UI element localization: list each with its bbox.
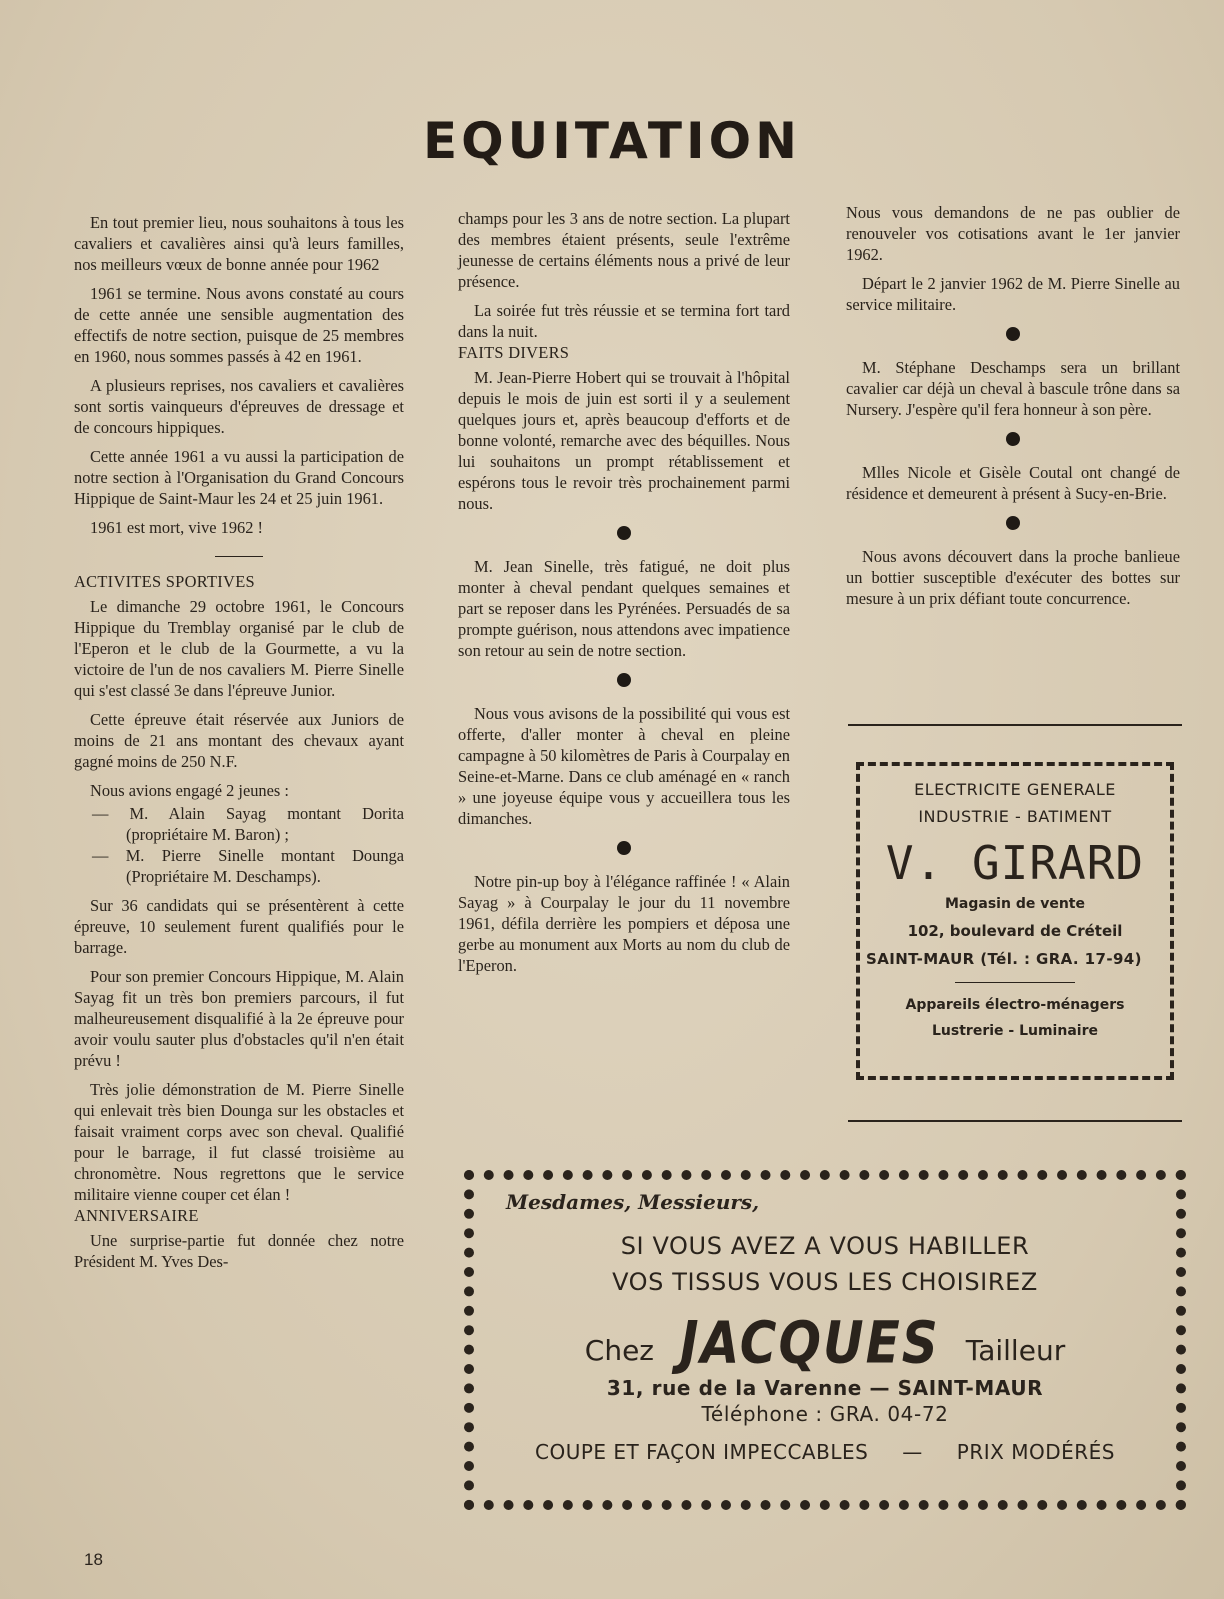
ad-company-name: V. GIRARD (885, 836, 1145, 890)
ad-brand-row (474, 1309, 1176, 1377)
article-column-2 (458, 208, 790, 984)
paragraph: Notre pin-up boy à l'élégance raffinée ! « Alain Sayag » à Courpalay le jour du 11 novembre 1961, défila derrière les pompiers et déposa une gerbe au monument aux Morts au nom du club de l'Eperon. (458, 872, 790, 975)
paragraph: Mlles Nicole et Gisèle Coutal ont changé de résidence et demeurent à présent à Sucy-en-Brie. (846, 463, 1180, 503)
article-column-1 (74, 212, 404, 1280)
paragraph: A plusieurs reprises, nos cavaliers et cavalières sont sortis vainqueurs d'épreuves de dressage et de concours hippiques. (74, 376, 404, 437)
paragraph: 1961 est mort, vive 1962 ! (90, 518, 263, 537)
section-divider (215, 556, 263, 557)
ad-brand-name: JACQUES (680, 1309, 940, 1377)
paragraph: Cette année 1961 a vu aussi la participation de notre section à l'Organisation du Grand Concours Hippique de Saint-Maur les 24 et 25 juin 1961. (74, 447, 404, 508)
bullet-separator (617, 526, 631, 540)
paragraph: champs pour les 3 ans de notre section. La plupart des membres étaient présents, seule l'extrême jeunesse de certains éléments nous a privé de leur présence. (458, 209, 790, 291)
paragraph: M. Stéphane Deschamps sera un brillant cavalier car déjà un cheval à bascule trône dans sa Nursery. J'espère qu'il fera honneur à son père. (846, 358, 1180, 419)
paragraph: Nous vous avisons de la possibilité qui vous est offerte, d'aller monter à cheval en pleine campagne à 50 kilomètres de Paris à Courpalay en Seine-et-Marne. Dans ce club aménagé en « ranch » une joyeuse équipe vous y accueillera tous les dimanches. (458, 704, 790, 828)
ad-line: Lustrerie - Luminaire (932, 1023, 1098, 1039)
bullet-separator (1006, 516, 1020, 530)
ad-footer-sep: — (902, 1440, 923, 1464)
ad-line: ELECTRICITE GENERALE (914, 780, 1116, 799)
paragraph: Cette épreuve était réservée aux Juniors de moins de 21 ans montant des chevaux ayant gagné moins de 250 N.F. (74, 710, 404, 771)
section-heading-faits-divers: FAITS DIVERS (458, 343, 570, 362)
paragraph: M. Jean-Pierre Hobert qui se trouvait à l'hôpital depuis le mois de juin est sorti il y a seulement quelques jours et, après beaucoup d'efforts et de bonne volonté, remarche avec des béquilles. Nous lui souhaitons un prompt rétablissement et espérons tous le revoir très prochainement parmi nous. (458, 368, 790, 513)
ad-greeting: Mesdames, Messieurs, (506, 1190, 760, 1214)
bullet-separator (617, 841, 631, 855)
advertisement-girard (856, 762, 1174, 1080)
ad-address: 102, boulevard de Créteil (907, 922, 1123, 940)
ad-phone: Téléphone : GRA. 04-72 (701, 1402, 949, 1426)
ad-line: SI VOUS AVEZ A VOUS HABILLER (620, 1232, 1030, 1260)
divider-rule (848, 724, 1182, 726)
section-heading-activites: ACTIVITES SPORTIVES (74, 572, 255, 591)
divider-rule (848, 1120, 1182, 1122)
bullet-separator (1006, 432, 1020, 446)
ad-footer (474, 1440, 1176, 1464)
ad-footer-left: COUPE ET FAÇON IMPECCABLES (535, 1440, 869, 1464)
ad-line: Appareils électro-ménagers (905, 997, 1125, 1013)
ad-trade: Tailleur (965, 1334, 1066, 1367)
section-heading-anniversaire: ANNIVERSAIRE (74, 1206, 199, 1225)
ad-line: VOS TISSUS VOUS LES CHOISIREZ (612, 1268, 1038, 1296)
ad-line: INDUSTRIE - BATIMENT (918, 807, 1112, 826)
article-column-3 (846, 202, 1180, 617)
paragraph: Nous vous demandons de ne pas oublier de renouveler vos cotisations avant le 1er janvier 1962. (846, 203, 1180, 264)
ad-city-phone: SAINT-MAUR (Tél. : GRA. 17-94) (866, 950, 1142, 968)
paragraph: Nous avons découvert dans la proche banlieue un bottier susceptible d'exécuter des bottes sur mesure à un prix défiant toute concurrence. (846, 547, 1180, 608)
list-item: — M. Pierre Sinelle montant Dounga (Propriétaire M. Deschamps). (92, 846, 404, 886)
page-number: 18 (84, 1550, 103, 1569)
bullet-separator (617, 673, 631, 687)
paragraph: Pour son premier Concours Hippique, M. Alain Sayag fit un très bon premiers parcours, il fut malheureusement disqualifié à la 2e épreuve pour avoir voulu sauter plus d'obstacles qu'il n'en était prévu ! (74, 967, 404, 1070)
paragraph: Une surprise-partie fut donnée chez notre Président M. Yves Des- (74, 1231, 404, 1271)
ad-address: 31, rue de la Varenne — SAINT-MAUR (606, 1376, 1044, 1400)
paragraph: Nous avions engagé 2 jeunes : (90, 781, 289, 800)
paragraph: Départ le 2 janvier 1962 de M. Pierre Sinelle au service militaire. (846, 274, 1180, 314)
page-title: EQUITATION (423, 112, 801, 170)
paragraph: Très jolie démonstration de M. Pierre Sinelle qui enlevait très bien Dounga sur les obstacles et faisait vraiment corps avec son cheval. Qualifié pour le barrage, il fut classé troisième au chronomètre. Nous regrettons que le service militaire vienne couper cet élan ! (74, 1080, 404, 1204)
paragraph: La soirée fut très réussie et se termina fort tard dans la nuit. (458, 301, 790, 341)
bullet-separator (1006, 327, 1020, 341)
paragraph: Sur 36 candidats qui se présentèrent à cette épreuve, 10 seulement furent qualifiés pour le barrage. (74, 896, 404, 957)
advertisement-jacques (464, 1170, 1186, 1510)
ad-divider (955, 982, 1075, 983)
ad-line: Magasin de vente (945, 896, 1085, 912)
paragraph: M. Jean Sinelle, très fatigué, ne doit plus monter à cheval pendant quelques semaines et part se reposer dans les Pyrénées. Persuadés de sa prompte guérison, nous attendons avec impatience son retour au sein de notre section. (458, 557, 790, 660)
list-item: — M. Alain Sayag montant Dorita (propriétaire M. Baron) ; (92, 804, 404, 844)
paragraph: Le dimanche 29 octobre 1961, le Concours Hippique du Tremblay organisé par le club de l'Eperon et le club de la Gourmette, a vu la victoire de l'un de nos cavaliers M. Pierre Sinelle qui s'est classé 3e dans l'épreuve Junior. (74, 597, 404, 700)
paragraph: 1961 se termine. Nous avons constaté au cours de cette année une sensible augmentation des effectifs de notre section, puisque de 25 membres en 1960, nous sommes passés à 42 en 1961. (74, 284, 404, 366)
ad-footer-right: PRIX MODÉRÉS (956, 1440, 1115, 1464)
ad-chez: Chez (584, 1334, 655, 1367)
paragraph: En tout premier lieu, nous souhaitons à tous les cavaliers et cavalières ainsi qu'à leurs familles, nos meilleurs vœux de bonne année pour 1962 (74, 213, 404, 274)
